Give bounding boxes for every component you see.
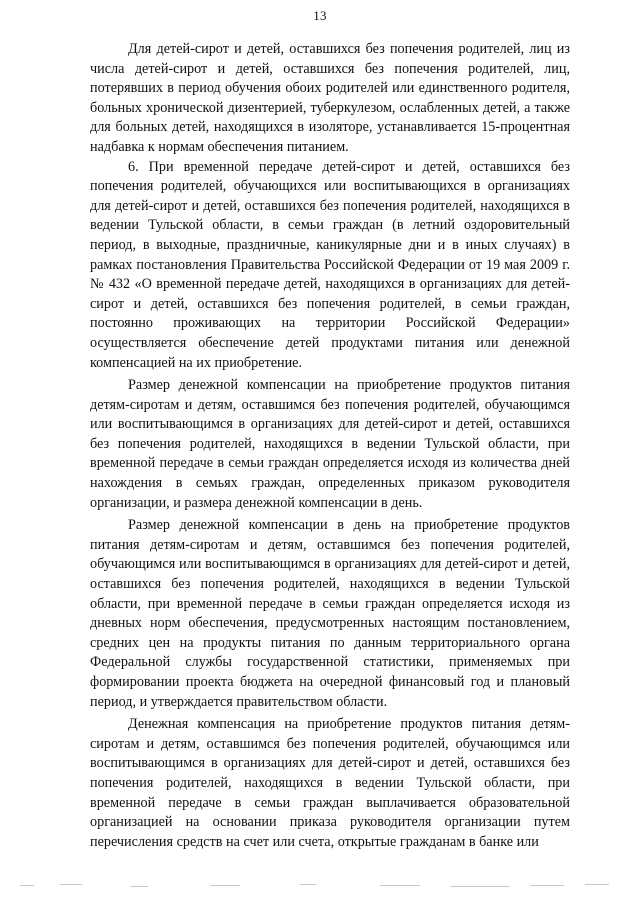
- paragraph-compensation-payment: Денежная компенсация на приобретение продуктов питания детям-сиротам и детям, оставшимся без попечения родителей, обучающимся или воспитывающимся в организациях для детей-сирот и детей, оставшихся без попечения родителей, находящихся в ведении Тульской области, при временной передаче в семьи граждан выплачивается образовательной организацией на основании приказа руководителя организации путем перечисления средств на счет или счета, открытые гражданам в банке или: [90, 716, 570, 850]
- document-body: [90, 40, 570, 852]
- paragraph-compensation-amount: Размер денежной компенсации на приобретение продуктов питания детям-сиротам и детям, оставшимся без попечения родителей, обучающимся или воспитывающимся в организациях для детей-сирот и детей, оставшихся без попечения родителей, находящихся в ведении Тульской области, при временной передаче в семьи граждан определяется исходя из количества дней нахождения в семьях граждан, определенных приказом руководителя организации, и размера денежной компенсации в день.: [90, 377, 570, 511]
- scan-noise: [130, 886, 148, 887]
- scan-noise-strip: [20, 883, 620, 891]
- scan-noise: [210, 885, 240, 886]
- scan-noise: [60, 884, 82, 885]
- scan-noise: [380, 885, 420, 886]
- scan-noise: [530, 885, 564, 886]
- scan-noise: [20, 885, 34, 886]
- paragraph-daily-compensation: Размер денежной компенсации в день на приобретение продуктов питания детям-сиротам и детям, оставшимся без попечения родителей, обучающимся или воспитывающимся в организациях для детей-сирот и детей, оставшихся без попечения родителей, находящихся в ведении Тульской области, при временной передаче в семьи граждан определяется исходя из дневных норм обеспечения, предусмотренных настоящим постановлением, средних цен на продукты питания по данным территориального органа Федеральной службы государственной статистики, применяемых при формировании проекта бюджета на очередной финансовый год и плановый период, и утверждается правительством области.: [90, 517, 570, 710]
- paragraph-nutrition-surcharge: Для детей-сирот и детей, оставшихся без попечения родителей, лиц из числа детей-сирот и детей, оставшихся без попечения родителей, лиц, потерявших в период обучения обоих родителей или единственного родителя, больных хронической дизентерией, туберкулезом, ослабленных детей, а также для больных детей, находящихся в изоляторе, устанавливается 15-процентная надбавка к нормам обеспечения питанием.: [90, 41, 570, 155]
- scan-noise: [450, 886, 510, 887]
- scan-noise: [300, 884, 316, 885]
- scan-noise: [585, 884, 609, 885]
- page-number: 13: [313, 8, 327, 23]
- paragraph-item-6-temporary-transfer: 6. При временной передаче детей-сирот и детей, оставшихся без попечения родителей, обучающихся или воспитывающихся в организациях для детей-сирот и детей, оставшихся без попечения родителей, находящихся в ведении Тульской области, в семьи граждан (в летний оздоровительный период, в выходные, праздничные, каникулярные дни и в иных случаях) в рамках постановления Правительства Российской Федерации от 19 мая 2009 г. № 432 «О временной передаче детей, находящихся в организациях для детей-сирот и детей, оставшихся без попечения родителей, в семьи граждан, постоянно проживающих на территории Российской Федерации» осуществляется обеспечение детей продуктами питания или денежной компенсацией на их приобретение.: [90, 158, 570, 371]
